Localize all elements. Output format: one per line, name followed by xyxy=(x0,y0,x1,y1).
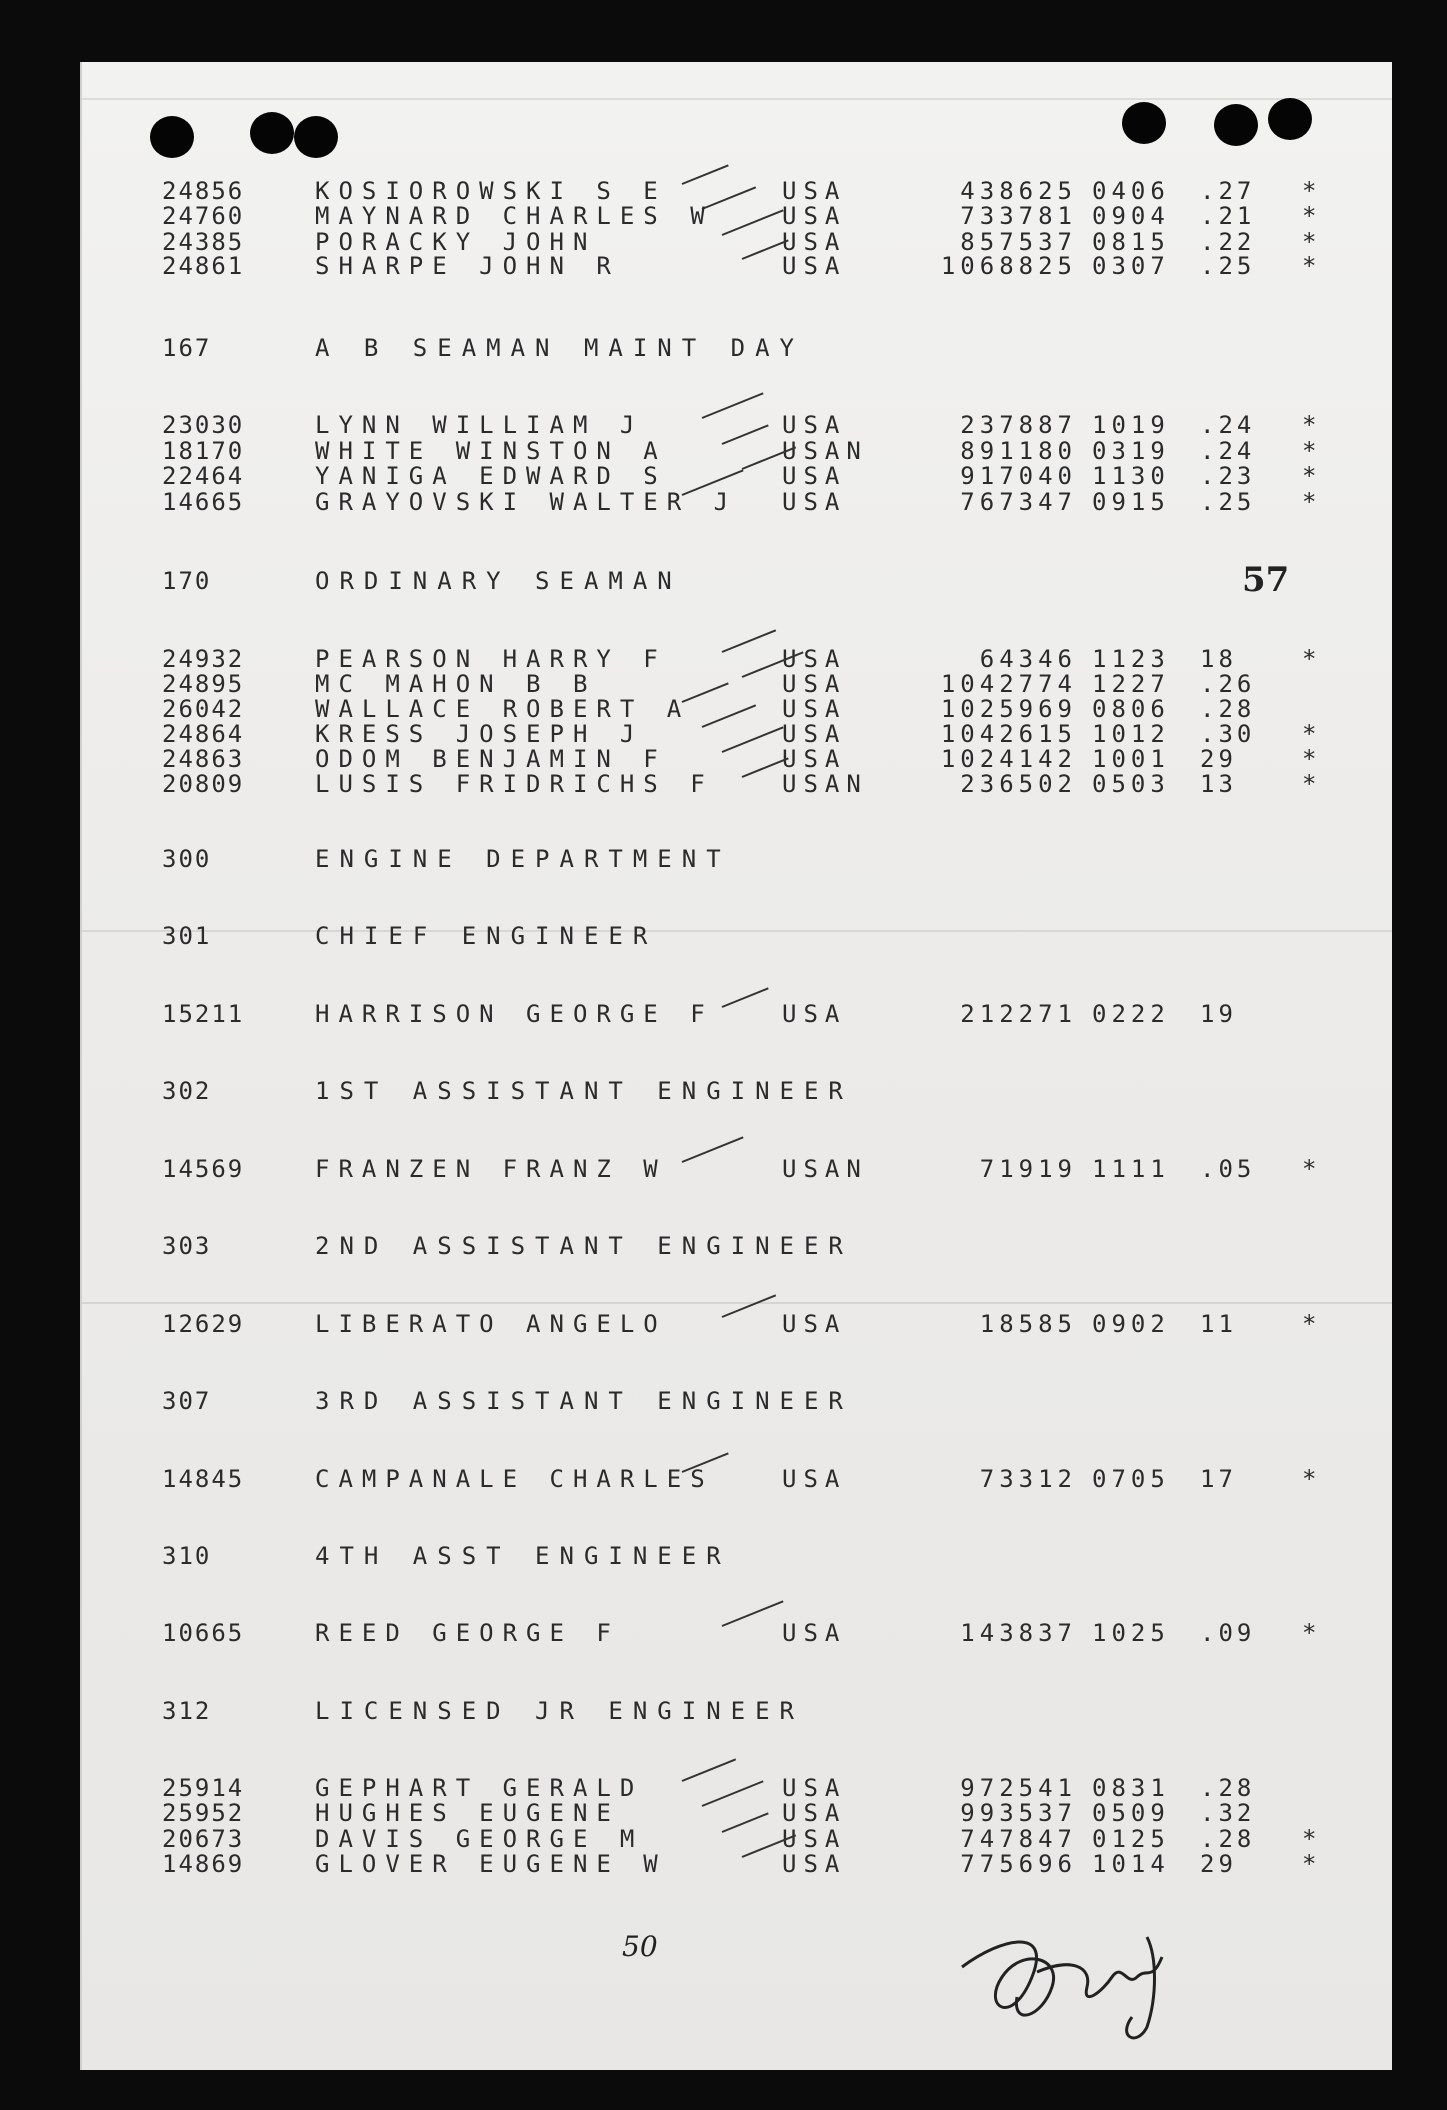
asterisk-mark: * xyxy=(1302,645,1319,673)
section-title: 3RD ASSISTANT ENGINEER xyxy=(315,1387,853,1415)
punch-hole xyxy=(294,116,338,158)
citizenship: USA xyxy=(782,745,847,773)
asterisk-mark: * xyxy=(1302,202,1319,230)
record-number: 1042615 xyxy=(940,720,1077,748)
date-code: 1025 xyxy=(1092,1619,1170,1647)
crew-name: PEARSON HARRY F xyxy=(315,645,667,673)
crew-row xyxy=(82,1850,1392,1876)
section-code: 312 xyxy=(162,1697,212,1725)
crew-name: HUGHES EUGENE xyxy=(315,1799,620,1827)
crew-row xyxy=(82,1774,1392,1800)
asterisk-mark: * xyxy=(1302,1619,1319,1647)
citizenship: USA xyxy=(782,411,847,439)
section-code: 303 xyxy=(162,1232,212,1260)
record-number: 1042774 xyxy=(940,670,1077,698)
asterisk-mark: * xyxy=(1302,745,1319,773)
record-number: 212271 xyxy=(960,1000,1077,1028)
rate-value: 11 xyxy=(1200,1310,1237,1338)
crew-name: GRAYOVSKI WALTER J xyxy=(315,488,738,516)
crew-name: DAVIS GEORGE M xyxy=(315,1825,644,1853)
crew-id: 26042 xyxy=(162,695,245,723)
crew-id: 12629 xyxy=(162,1310,245,1338)
rate-value: .28 xyxy=(1200,1774,1256,1802)
citizenship: USAN xyxy=(782,770,868,798)
asterisk-mark: * xyxy=(1302,437,1319,465)
crew-name: ODOM BENJAMIN F xyxy=(315,745,667,773)
crew-id: 14869 xyxy=(162,1850,245,1878)
crew-id: 24895 xyxy=(162,670,245,698)
handwritten-number: 50 xyxy=(622,1930,658,1963)
asterisk-mark: * xyxy=(1302,488,1319,516)
asterisk-mark: * xyxy=(1302,228,1319,256)
date-code: 0503 xyxy=(1092,770,1170,798)
date-code: 0125 xyxy=(1092,1825,1170,1853)
rate-value: .25 xyxy=(1200,252,1256,280)
section-header xyxy=(82,567,1392,593)
crew-id: 24863 xyxy=(162,745,245,773)
record-number: 857537 xyxy=(960,228,1077,256)
crew-name: WALLACE ROBERT A xyxy=(315,695,691,723)
section-title: 2ND ASSISTANT ENGINEER xyxy=(315,1232,853,1260)
date-code: 1019 xyxy=(1092,411,1170,439)
crew-id: 14665 xyxy=(162,488,245,516)
crew-name: GLOVER EUGENE W xyxy=(315,1850,667,1878)
record-number: 18585 xyxy=(979,1310,1077,1338)
crew-id: 20673 xyxy=(162,1825,245,1853)
rate-value: .21 xyxy=(1200,202,1256,230)
punch-hole xyxy=(1214,104,1258,146)
crew-id: 24385 xyxy=(162,228,245,256)
rate-value: 29 xyxy=(1200,745,1237,773)
date-code: 1123 xyxy=(1092,645,1170,673)
crew-row xyxy=(82,645,1392,671)
crew-row xyxy=(82,488,1392,514)
section-header xyxy=(82,922,1392,948)
crew-row xyxy=(82,745,1392,771)
crew-name: KRESS JOSEPH J xyxy=(315,720,644,748)
crew-id: 24932 xyxy=(162,645,245,673)
rate-value: .27 xyxy=(1200,177,1256,205)
date-code: 1014 xyxy=(1092,1850,1170,1878)
crew-name: WHITE WINSTON A xyxy=(315,437,667,465)
asterisk-mark: * xyxy=(1302,1310,1319,1338)
record-number: 73312 xyxy=(979,1465,1077,1493)
crew-id: 24856 xyxy=(162,177,245,205)
date-code: 0806 xyxy=(1092,695,1170,723)
crew-name: LYNN WILLIAM J xyxy=(315,411,644,439)
record-number: 733781 xyxy=(960,202,1077,230)
section-header xyxy=(82,1542,1392,1568)
date-code: 0815 xyxy=(1092,228,1170,256)
record-number: 775696 xyxy=(960,1850,1077,1878)
crew-row xyxy=(82,1000,1392,1026)
record-number: 917040 xyxy=(960,462,1077,490)
crew-row xyxy=(82,1310,1392,1336)
asterisk-mark: * xyxy=(1302,1155,1319,1183)
crew-name: PORACKY JOHN xyxy=(315,228,597,256)
crew-name: KOSIOROWSKI S E xyxy=(315,177,667,205)
rate-value: .09 xyxy=(1200,1619,1256,1647)
crew-name: HARRISON GEORGE F xyxy=(315,1000,714,1028)
rate-value: .30 xyxy=(1200,720,1256,748)
citizenship: USA xyxy=(782,720,847,748)
record-number: 237887 xyxy=(960,411,1077,439)
citizenship: USA xyxy=(782,1000,847,1028)
crew-name: YANIGA EDWARD S xyxy=(315,462,667,490)
crew-row xyxy=(82,1619,1392,1645)
rate-value: .32 xyxy=(1200,1799,1256,1827)
crew-id: 14845 xyxy=(162,1465,245,1493)
date-code: 0902 xyxy=(1092,1310,1170,1338)
date-code: 0904 xyxy=(1092,202,1170,230)
date-code: 0307 xyxy=(1092,252,1170,280)
citizenship: USA xyxy=(782,1465,847,1493)
date-code: 0406 xyxy=(1092,177,1170,205)
crew-row xyxy=(82,720,1392,746)
punch-hole xyxy=(1122,102,1166,144)
citizenship: USA xyxy=(782,1310,847,1338)
section-code: 310 xyxy=(162,1542,212,1570)
section-code: 300 xyxy=(162,845,212,873)
crew-id: 25914 xyxy=(162,1774,245,1802)
record-number: 143837 xyxy=(960,1619,1077,1647)
page-number: 57 xyxy=(1242,560,1290,600)
section-title: CHIEF ENGINEER xyxy=(315,922,658,950)
asterisk-mark: * xyxy=(1302,252,1319,280)
section-title: LICENSED JR ENGINEER xyxy=(315,1697,804,1725)
crew-id: 24861 xyxy=(162,252,245,280)
section-code: 307 xyxy=(162,1387,212,1415)
rate-value: .24 xyxy=(1200,437,1256,465)
section-header xyxy=(82,845,1392,871)
asterisk-mark: * xyxy=(1302,720,1319,748)
crew-row xyxy=(82,252,1392,278)
date-code: 0319 xyxy=(1092,437,1170,465)
record-number: 64346 xyxy=(979,645,1077,673)
crew-row xyxy=(82,670,1392,696)
crew-row xyxy=(82,1155,1392,1181)
rate-value: .23 xyxy=(1200,462,1256,490)
crew-name: REED GEORGE F xyxy=(315,1619,620,1647)
citizenship: USA xyxy=(782,1774,847,1802)
asterisk-mark: * xyxy=(1302,1850,1319,1878)
citizenship: USA xyxy=(782,695,847,723)
rate-value: 19 xyxy=(1200,1000,1237,1028)
record-number: 1068825 xyxy=(940,252,1077,280)
citizenship: USA xyxy=(782,1619,847,1647)
date-code: 0222 xyxy=(1092,1000,1170,1028)
section-title: 1ST ASSISTANT ENGINEER xyxy=(315,1077,853,1105)
record-number: 236502 xyxy=(960,770,1077,798)
rate-value: .24 xyxy=(1200,411,1256,439)
section-header xyxy=(82,334,1392,360)
rate-value: 13 xyxy=(1200,770,1237,798)
citizenship: USA xyxy=(782,252,847,280)
record-number: 1025969 xyxy=(940,695,1077,723)
crew-row xyxy=(82,1465,1392,1491)
punch-hole xyxy=(150,116,194,158)
crew-name: GEPHART GERALD xyxy=(315,1774,644,1802)
section-header xyxy=(82,1232,1392,1258)
rate-value: 18 xyxy=(1200,645,1237,673)
asterisk-mark: * xyxy=(1302,411,1319,439)
rate-value: 17 xyxy=(1200,1465,1237,1493)
citizenship: USAN xyxy=(782,437,868,465)
crew-row xyxy=(82,462,1392,488)
signature xyxy=(942,1897,1182,2047)
date-code: 1012 xyxy=(1092,720,1170,748)
asterisk-mark: * xyxy=(1302,770,1319,798)
rate-value: .28 xyxy=(1200,1825,1256,1853)
record-number: 972541 xyxy=(960,1774,1077,1802)
date-code: 0705 xyxy=(1092,1465,1170,1493)
citizenship: USAN xyxy=(782,1155,868,1183)
crew-name: LIBERATO ANGELO xyxy=(315,1310,667,1338)
crew-name: CAMPANALE CHARLES xyxy=(315,1465,714,1493)
section-code: 301 xyxy=(162,922,212,950)
citizenship: USA xyxy=(782,645,847,673)
punch-hole xyxy=(250,112,294,154)
crew-row xyxy=(82,437,1392,463)
date-code: 0509 xyxy=(1092,1799,1170,1827)
citizenship: USA xyxy=(782,670,847,698)
crew-row xyxy=(82,411,1392,437)
date-code: 0831 xyxy=(1092,1774,1170,1802)
section-header xyxy=(82,1387,1392,1413)
crew-id: 23030 xyxy=(162,411,245,439)
crew-row xyxy=(82,1799,1392,1825)
rate-value: .25 xyxy=(1200,488,1256,516)
date-code: 0915 xyxy=(1092,488,1170,516)
crew-name: MAYNARD CHARLES W xyxy=(315,202,714,230)
crew-name: SHARPE JOHN R xyxy=(315,252,620,280)
citizenship: USA xyxy=(782,488,847,516)
record-number: 438625 xyxy=(960,177,1077,205)
record-number: 1024142 xyxy=(940,745,1077,773)
rate-value: .05 xyxy=(1200,1155,1256,1183)
citizenship: USA xyxy=(782,1825,847,1853)
document-page xyxy=(80,62,1392,2070)
section-code: 167 xyxy=(162,334,212,362)
section-title: ENGINE DEPARTMENT xyxy=(315,845,731,873)
crew-id: 10665 xyxy=(162,1619,245,1647)
section-code: 170 xyxy=(162,567,212,595)
asterisk-mark: * xyxy=(1302,177,1319,205)
crew-id: 22464 xyxy=(162,462,245,490)
crew-name: LUSIS FRIDRICHS F xyxy=(315,770,714,798)
citizenship: USA xyxy=(782,1799,847,1827)
citizenship: USA xyxy=(782,202,847,230)
date-code: 1111 xyxy=(1092,1155,1170,1183)
crew-id: 14569 xyxy=(162,1155,245,1183)
section-header xyxy=(82,1697,1392,1723)
crew-row xyxy=(82,177,1392,203)
date-code: 1227 xyxy=(1092,670,1170,698)
rate-value: .26 xyxy=(1200,670,1256,698)
record-number: 767347 xyxy=(960,488,1077,516)
date-code: 1130 xyxy=(1092,462,1170,490)
date-code: 1001 xyxy=(1092,745,1170,773)
crew-name: FRANZEN FRANZ W xyxy=(315,1155,667,1183)
rate-value: 29 xyxy=(1200,1850,1237,1878)
crew-row xyxy=(82,695,1392,721)
crew-row xyxy=(82,202,1392,228)
record-number: 891180 xyxy=(960,437,1077,465)
citizenship: USA xyxy=(782,177,847,205)
section-title: 4TH ASST ENGINEER xyxy=(315,1542,731,1570)
crew-id: 25952 xyxy=(162,1799,245,1827)
crew-row xyxy=(82,228,1392,254)
crew-name: MC MAHON B B xyxy=(315,670,597,698)
crew-id: 24760 xyxy=(162,202,245,230)
crew-id: 24864 xyxy=(162,720,245,748)
crew-id: 20809 xyxy=(162,770,245,798)
crew-id: 15211 xyxy=(162,1000,245,1028)
crew-row xyxy=(82,770,1392,796)
citizenship: USA xyxy=(782,462,847,490)
section-header xyxy=(82,1077,1392,1103)
record-number: 71919 xyxy=(979,1155,1077,1183)
section-title: ORDINARY SEAMAN xyxy=(315,567,682,595)
record-number: 993537 xyxy=(960,1799,1077,1827)
section-title: A B SEAMAN MAINT DAY xyxy=(315,334,804,362)
rate-value: .28 xyxy=(1200,695,1256,723)
asterisk-mark: * xyxy=(1302,1465,1319,1493)
section-code: 302 xyxy=(162,1077,212,1105)
rate-value: .22 xyxy=(1200,228,1256,256)
asterisk-mark: * xyxy=(1302,1825,1319,1853)
punch-hole xyxy=(1268,98,1312,140)
citizenship: USA xyxy=(782,228,847,256)
record-number: 747847 xyxy=(960,1825,1077,1853)
crew-row xyxy=(82,1825,1392,1851)
asterisk-mark: * xyxy=(1302,462,1319,490)
citizenship: USA xyxy=(782,1850,847,1878)
crew-id: 18170 xyxy=(162,437,245,465)
